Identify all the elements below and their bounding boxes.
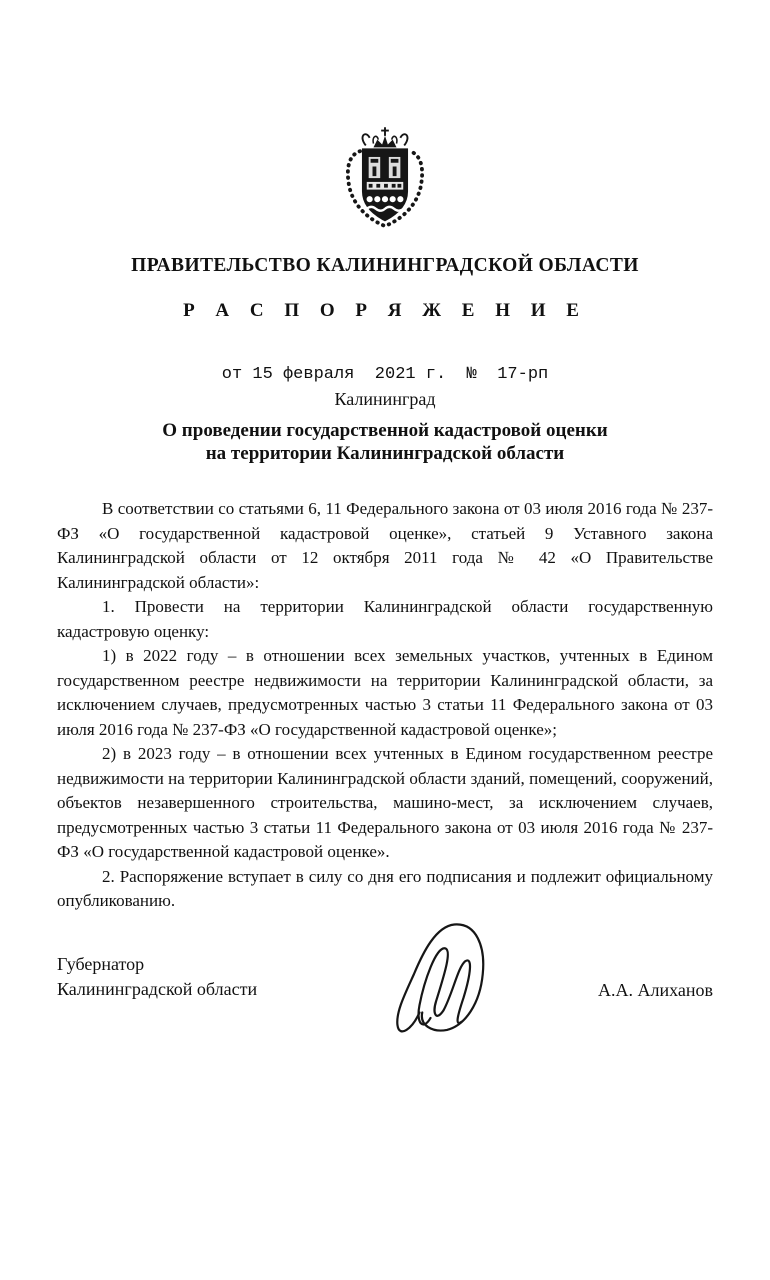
issuing-authority-name: ПРАВИТЕЛЬСТВО КАЛИНИНГРАДСКОЙ ОБЛАСТИ bbox=[131, 255, 639, 276]
paragraph-subitem-2: 2) в 2023 году – в отношении всех учтенных в Едином государственном реестре недвижимости на территории Калининградской области зданий, помещений, сооружений, объектов незавершенного строительства, машино-мест, за исключением случаев, предусмотренных частью 3 статьи 11 Федерального закона от 03 июля 2016 года № 237-ФЗ «О государственной кадастровой оценке». bbox=[57, 744, 713, 861]
signer-position bbox=[57, 952, 257, 1002]
handwritten-signature-icon bbox=[392, 916, 502, 1054]
signer-position-line-2: Калининградской области bbox=[57, 978, 258, 999]
place-of-issue: Калининград bbox=[334, 389, 436, 409]
date-and-number-line: от 15 февраля 2021 г. № 17-рп bbox=[221, 365, 549, 384]
paragraph-preamble: В соответствии со статьями 6, 11 Федерального закона от 03 июля 2016 года № 237-ФЗ «О государственной кадастровой оценке», статьей 9 Уставного закона Калининградской области от 12 октября 2011 года № 42 «О Правительстве Калининградской области»: bbox=[57, 499, 713, 592]
document-body bbox=[57, 497, 713, 914]
coat-of-arms-emblem bbox=[337, 126, 433, 239]
paragraph-item-1: 1. Провести на территории Калининградской области государственную кадастровую оценку: bbox=[57, 597, 713, 641]
document-title-line-1: О проведении государственной кадастровой оценки bbox=[162, 420, 608, 441]
paragraph-item-2: 2. Распоряжение вступает в силу со дня его подписания и подлежит официальному опубликованию. bbox=[57, 866, 713, 910]
document-title bbox=[57, 419, 713, 465]
signer-name: А.А. Алиханов bbox=[598, 979, 713, 1000]
paragraph-subitem-1: 1) в 2022 году – в отношении всех земельных участков, учтенных в Едином государственном реестре недвижимости на территории Калининградской области, за исключением случаев, предусмотренных частью 3 статьи 11 Федерального закона от 03 июля 2016 года № 237-ФЗ «О государственной кадастровой оценке»; bbox=[57, 646, 713, 739]
document-content bbox=[0, 126, 770, 1110]
document-type-heading: Р А С П О Р Я Ж Е Н И Е bbox=[183, 300, 587, 321]
document-title-line-2: на территории Калининградской области bbox=[205, 443, 565, 464]
signature-block bbox=[57, 950, 713, 1110]
coat-of-arms-icon bbox=[337, 126, 433, 234]
signer-position-line-1: Губернатор bbox=[57, 953, 145, 974]
